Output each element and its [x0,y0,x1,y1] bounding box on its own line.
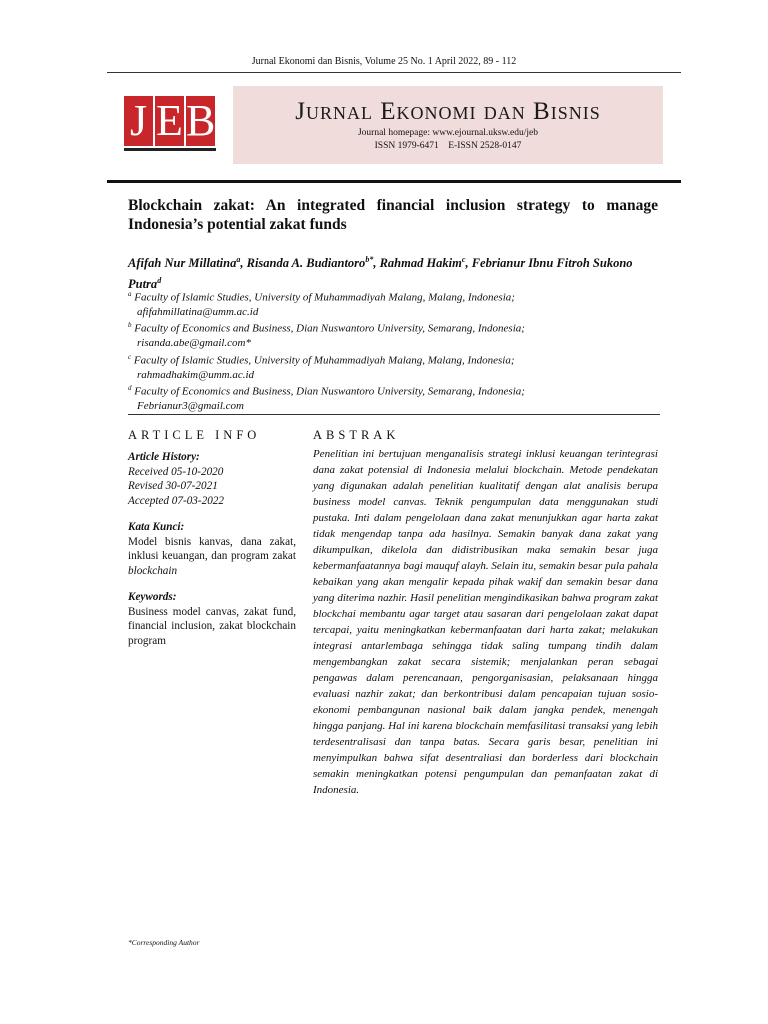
title-rule [107,180,681,183]
author-sup: b* [365,255,374,264]
journal-homepage: Journal homepage: www.ejournal.uksw.edu/jeb [357,128,538,138]
author-name: Rahmad Hakim [379,256,462,271]
received-date: Received 05-10-2020 [128,465,224,478]
journal-issn: ISSN 1979-6471 E-ISSN 2528-0147 [374,141,522,151]
kata-kunci-label: Kata Kunci: [128,521,185,533]
revised-date: Revised 30-07-2021 [128,480,218,492]
author-sup: c [461,255,466,264]
author-list: Afifah Nur Millatina$^a$, Risanda A. Budiantoro$^{b*}$, Rahmad Hakim$^c$, Febrianur Ibnu Fitroh Sukono Putra$^d$ [128,255,633,292]
author-name: Afifah Nur Millatina [128,256,237,271]
journal-name: Jurnal Ekonomi dan Bisnis [295,98,601,125]
keywords-label: Keywords: [128,591,177,603]
affiliation-d: $^d$ Faculty of Economics and Business, Dian Nuswantoro University, Semarang, Indonesia; [128,384,525,399]
accepted-date: Accepted 07-03-2022 [128,494,224,507]
keywords-text: Business model canvas, zakat fund, financial inclusion, zakat blockchain program [128,605,296,647]
affiliation-b: $^b$ Faculty of Economics and Business, Dian Nuswantoro University, Semarang, Indonesia; [128,321,525,336]
jeb-logo [122,96,218,152]
running-head: Jurnal Ekonomi dan Bisnis, Volume 25 No. 1 April 2022, 89 - 112 [251,56,517,67]
author-name: Febrianur Ibnu Fitroh Sukono Putra [128,256,633,292]
abstract-text: Penelitian ini bertujuan menganalisis strategi inklusi keuangan terintegrasi dana zakat potensial di Indonesia melalui blockchain. Metode pendekatan yang digunakan adalah penelitian kualitatif dengan alat analisis berupa business model canvas. Teknik pengumpulan data menggunakan studi pustaka. Inti dalam pengelolaan dana zakat menunjukkan agar harta zakat tidak mengendap tanpa ada hasilnya. Semakin banyak dana zakat yang dikumpulkan, dikelola dan didistribusikan maka semakin besar juga kebermanfaatannya bagi mauquf alayh. Selain itu, semakin besar pula pahala kebaikan yang akan mengalir kepada pihak wakif dan semakin besar dana yang diterima nazhir. Hasil penelitian mengindikasikan bahwa program zakat blockchai membantu agar target atau sasaran dari pengelolaan zakat dapat tercapai, yaitu meningkatkan kebermanfaatan dari harta zakat; melakukan integrasi antarlembaga sehingga tidak saling tumpang tindih dalam mengembangkan zakat secara sistemik; menjalankan peran sebagai pengawas dalam perencanaan, pengorganisasian, pelaksanaan hingga evaluasi nazhir zakat; dan berkontribusi dalam pencapaian tujuan sosio-ekonomi pembangunan nasional baik dalam jangka pendek, menengah hingga panjang. Hal ini karena blockchain memfasilitasi transaksi yang lebih terdesentralisasi dan tanpa batas. Secara garis besar, penelitian ini menyimpulkan bahwa sifat desentraliasi dan borderless dari blockchain semakin meningkatkan potensi pengumpulan dan pemanfaatan zakat di Indonesia. [313,448,658,796]
author-name: Risanda A. Budiantoro [246,256,366,271]
article-title: Blockchain zakat: An integrated financial inclusion strategy to manage Indonesia’s potential zakat funds [128,197,658,233]
abstract-heading: ABSTRAK [313,428,400,442]
author-sup: d [157,276,162,286]
corresponding-author-note: *Corresponding Author [128,938,200,947]
section-rule [128,414,660,415]
email-d[interactable]: Febrianur3@gmail.com [137,399,244,412]
article-info [128,450,296,648]
affiliation-a: $^a$ Faculty of Islamic Studies, University of Muhammadiyah Malang, Malang, Indonesia; [128,290,515,304]
logo-letter-j: J [129,96,148,145]
kata-kunci-text: Model bisnis kanvas, dana zakat, inklusi keuangan, dan program zakat blockchain [128,535,296,577]
email-a[interactable]: afifahmillatina@umm.ac.id [137,305,259,318]
affiliations [128,288,658,414]
affiliation-c: $^c$ Faculty of Islamic Studies, University of Muhammadiyah Malang, Malang, Indonesia; [128,352,515,367]
email-b[interactable]: risanda.abe@gmail.com* [137,337,252,350]
logo-letter-b: B [186,96,216,145]
article-info-heading: ARTICLE INFO [128,428,261,442]
author-sup: a [236,255,241,264]
header-rule [107,72,681,73]
history-label: Article History: [128,451,200,463]
email-c[interactable]: rahmadhakim@umm.ac.id [137,368,255,381]
logo-letter-e: E [156,96,183,145]
